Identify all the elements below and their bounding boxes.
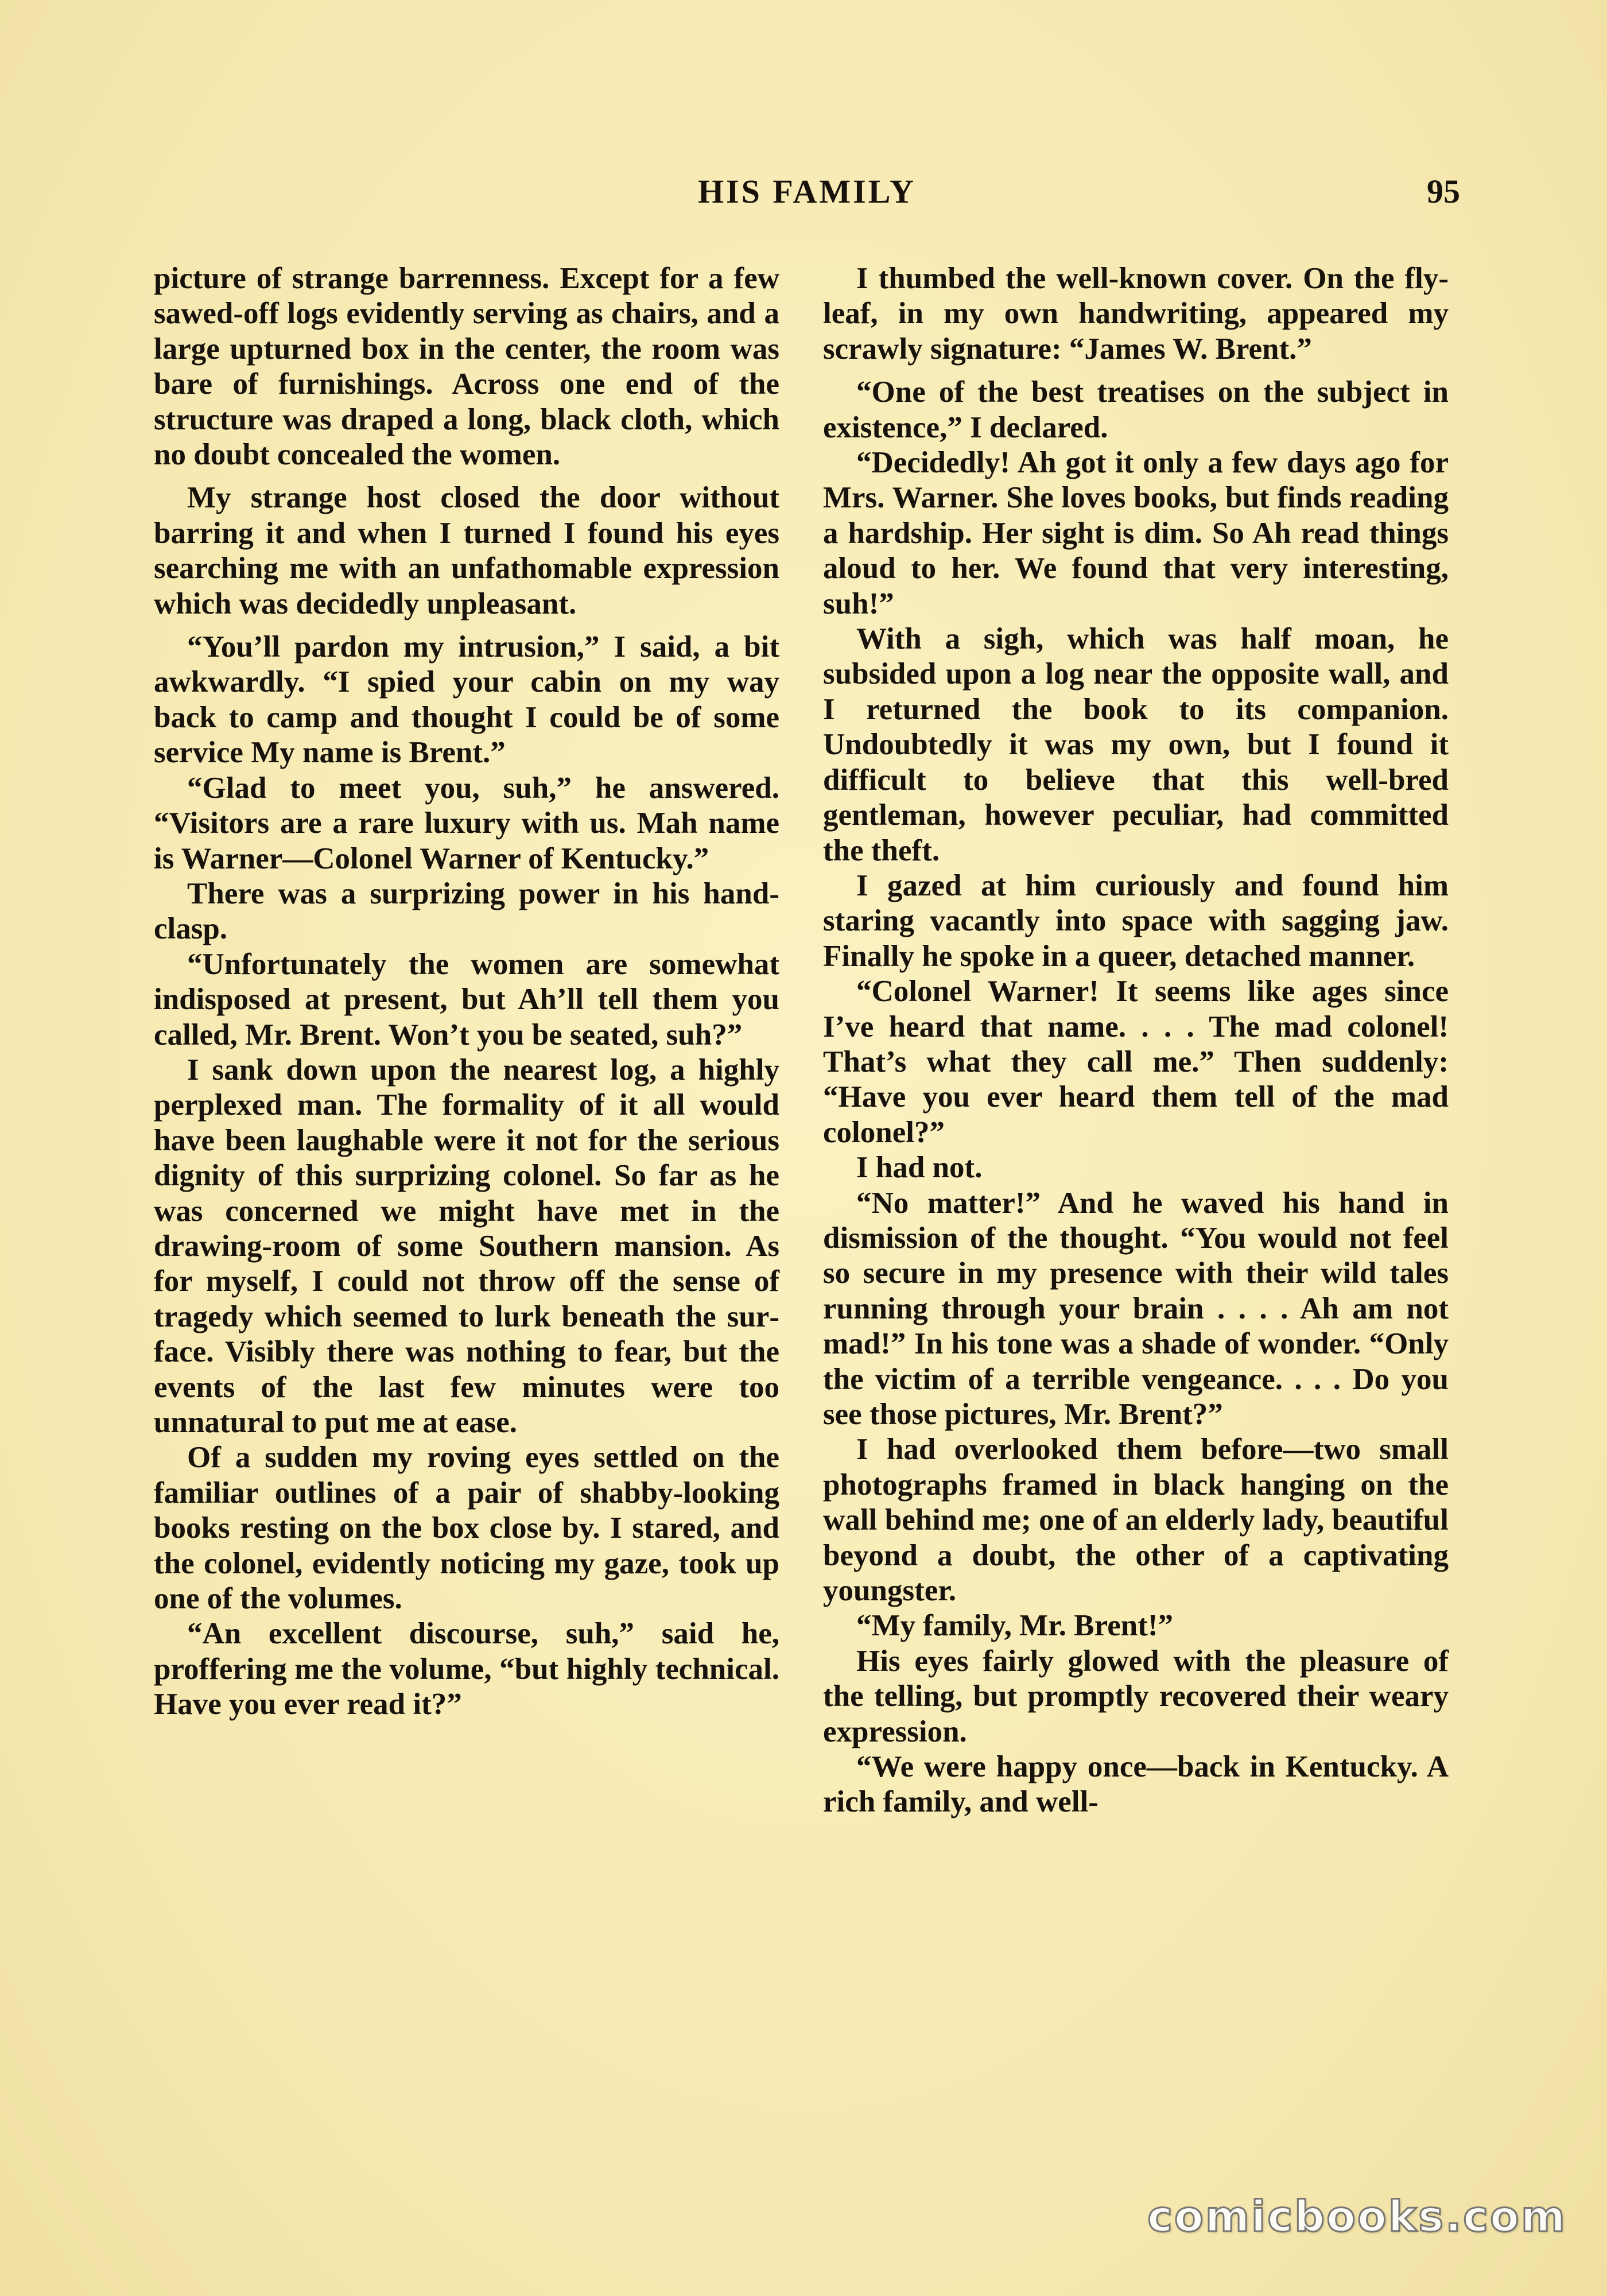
- paragraph: “Glad to meet you, suh,” he answered. “Visitors are a rare luxury with us. Mah name is Warner—Colonel Warner of Kentucky.”: [154, 771, 779, 875]
- running-header: [154, 172, 1460, 224]
- right-column: [823, 261, 1449, 1820]
- paragraph: “My family, Mr. Brent!”: [856, 1609, 1173, 1643]
- paragraph: “An excellent discourse, suh,” said he, proffering me the volume, “but highly technical. Have you ever read it?”: [154, 1617, 779, 1721]
- paragraph: picture of strange barrenness. Except for a few sawed-off logs evidently serving as chairs, and a large upturned box in the center, the room was bare of furnishings. Across one end of the structure was draped a long, black cloth, which no doubt concealed the women.: [154, 262, 779, 472]
- paragraph: “No matter!” And he waved his hand in dismission of the thought. “You would not feel so secure in my presence with their wild tales running through your brain . . . . Ah am not mad!” In his tone was a shade of wonder. “Only the victim of a terrible vengeance. . . . Do you see those pictures, Mr. Brent?”: [823, 1186, 1449, 1431]
- paragraph: “Colonel Warner! It seems like ages since I’ve heard that name. . . . The mad colonel! That’s what they call me.” Then suddenly: “Have you ever heard them tell of the mad colonel?”: [823, 975, 1449, 1149]
- paragraph: My strange host closed the door without barring it and when I turned I found his eyes searching me with an unfathomable expression which was decidedly unpleasant.: [154, 481, 779, 620]
- left-column: [154, 261, 779, 1723]
- paragraph: There was a surprizing power in his hand-clasp.: [154, 876, 779, 946]
- paragraph: With a sigh, which was half moan, he subsided upon a log near the opposite wall, and I returned the book to its companion. Undoubtedly it was my own, but I found it difficult to believe that this well-bred gentleman, however peculiar, had committed the theft.: [823, 622, 1449, 867]
- page-number: 95: [1427, 173, 1460, 210]
- paragraph: I sank down upon the nearest log, a highly perplexed man. The formality of it all would have been laughable were it not for the serious dignity of this surprizing colonel. So far as he was concerned we might have met in the drawing-room of some Southern mansion. As for myself, I could not throw off the sense of tragedy which seemed to lurk beneath the surface. Visibly there was nothing to fear, but the events of the last few minutes were too unnatural to put me at ease.: [154, 1053, 779, 1439]
- paragraph: I gazed at him curiously and found him staring vacantly into space with sagging jaw. Finally he spoke in a queer, detached manner.: [823, 868, 1449, 973]
- paragraph: “Decidedly! Ah got it only a few days ago for Mrs. Warner. She loves books, but finds reading a hardship. Her sight is dim. So Ah read things aloud to her. We found that very interesting, suh!”: [823, 446, 1449, 620]
- paragraph: His eyes fairly glowed with the pleasure of the telling, but promptly recovered their weary expression.: [823, 1644, 1449, 1748]
- paragraph: I had overlooked them before—two small photographs framed in black hanging on the wall behind me; one of an elderly lady, beautiful beyond a doubt, the other of a captivating youngster.: [823, 1433, 1449, 1608]
- paragraph: “You’ll pardon my intrusion,” I said, a bit awkwardly. “I spied your cabin on my way back to camp and thought I could be of some service My name is Brent.”: [154, 630, 779, 770]
- running-title: HIS FAMILY: [697, 173, 916, 210]
- paragraph: “We were happy once—back in Kentucky. A rich family, and well-: [823, 1750, 1449, 1819]
- watermark-logo: comicbooks.com: [1147, 2192, 1567, 2241]
- paragraph: “One of the best treatises on the subject in existence,” I declared.: [823, 375, 1449, 444]
- paragraph: I thumbed the well-known cover. On the fly-leaf, in my own handwriting, appeared my scrawly signature: “James W. Brent.”: [823, 262, 1449, 366]
- paragraph: Of a sudden my roving eyes settled on the familiar outlines of a pair of shabby-looking books resting on the box close by. I stared, and the colonel, evidently noticing my gaze, took up one of the volumes.: [154, 1441, 779, 1616]
- paragraph: “Unfortunately the women are somewhat indisposed at present, but Ah’ll tell them you called, Mr. Brent. Won’t you be seated, suh?”: [154, 947, 779, 1052]
- paragraph: I had not.: [856, 1151, 983, 1185]
